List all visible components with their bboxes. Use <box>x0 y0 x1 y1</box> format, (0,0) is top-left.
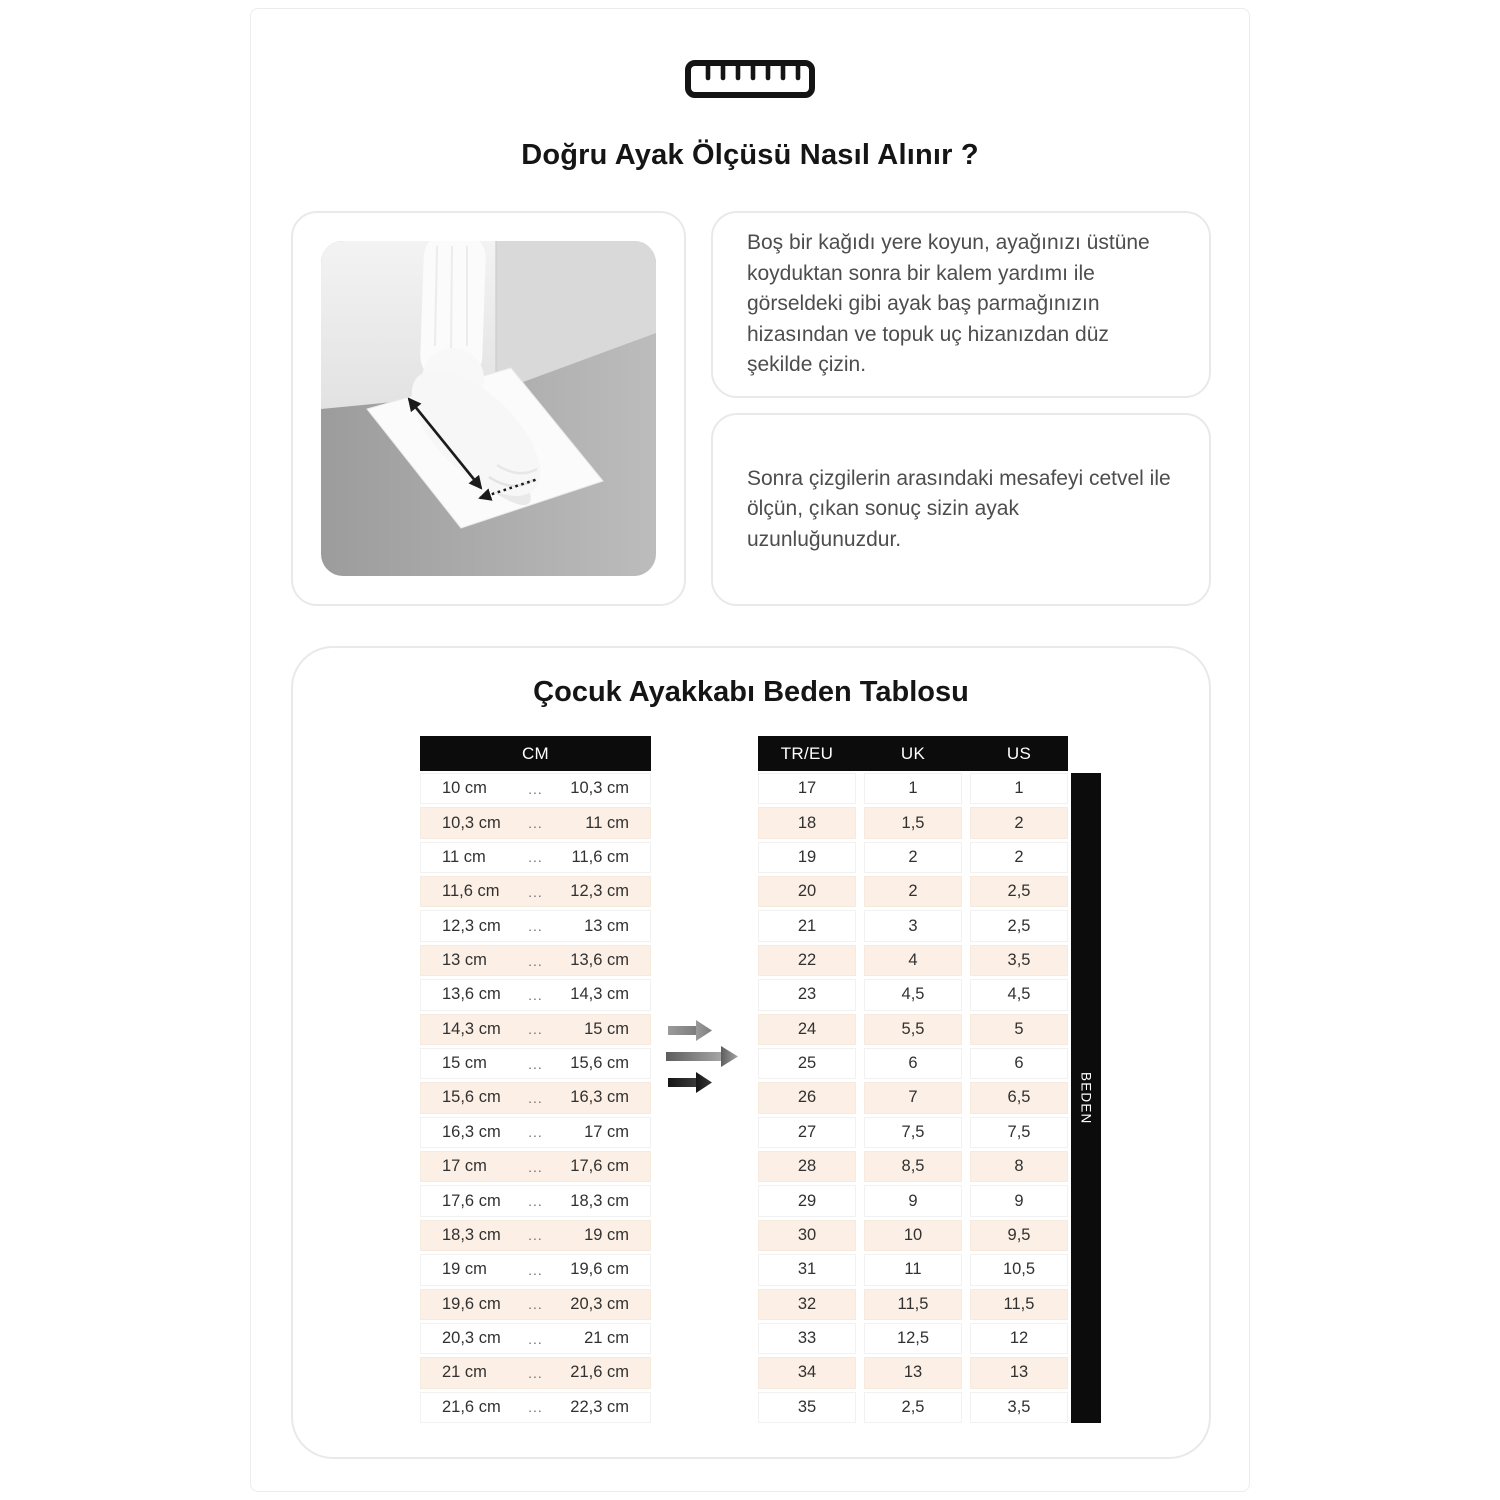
size-table-cell: 28 <box>758 1151 856 1182</box>
size-table-cell: 6,5 <box>970 1082 1068 1113</box>
cm-table-row: 19 cm ... 19,6 cm <box>420 1254 651 1285</box>
size-table-header <box>758 736 1068 771</box>
size-table-cell: 2 <box>864 876 962 907</box>
size-table-cell: 18 <box>758 807 856 838</box>
size-chart-card <box>291 646 1211 1459</box>
size-table-cell: 7 <box>864 1082 962 1113</box>
ruler-icon <box>251 59 1249 99</box>
size-table-cell: 4 <box>864 945 962 976</box>
size-table-cell: 9 <box>864 1185 962 1216</box>
size-table-cell: 11,5 <box>864 1289 962 1320</box>
size-table-cell: 9 <box>970 1185 1068 1216</box>
size-table-cell: 5,5 <box>864 1014 962 1045</box>
size-table-cell: 13 <box>864 1357 962 1388</box>
size-table-cell: 12,5 <box>864 1323 962 1354</box>
cm-table-row: 15,6 cm ... 16,3 cm <box>420 1082 651 1113</box>
size-table-cell: 13 <box>970 1357 1068 1388</box>
size-table-cell: 1,5 <box>864 807 962 838</box>
size-table-cell: 8 <box>970 1151 1068 1182</box>
header-us: US <box>1006 743 1032 763</box>
instruction-step-2: Sonra çizgilerin arasındaki mesafeyi cetvel ile ölçün, çıkan sonuç sizin ayak uzunluğunuzdur. <box>747 466 1171 551</box>
instruction-card-1 <box>711 211 1211 398</box>
size-table-cell: 11 <box>864 1254 962 1285</box>
size-table-cell: 23 <box>758 979 856 1010</box>
size-table-cell: 2 <box>864 842 962 873</box>
size-table-cell: 31 <box>758 1254 856 1285</box>
content-frame <box>250 8 1250 1492</box>
cm-table-row: 11 cm ... 11,6 cm <box>420 842 651 873</box>
size-table-cell: 30 <box>758 1220 856 1251</box>
size-table-cell: 11,5 <box>970 1289 1068 1320</box>
size-table-cell: 10,5 <box>970 1254 1068 1285</box>
size-table-cell: 3 <box>864 910 962 941</box>
instruction-step-1: Boş bir kağıdı yere koyun, ayağınızı üstüne koyduktan sonra bir kalem yardımı ile görseldeki gibi ayak baş parmağınızın hizasından ve topuk uç hizanızdan düz şekilde çizin. <box>747 231 1150 377</box>
cm-table-row: 16,3 cm ... 17 cm <box>420 1117 651 1148</box>
page-title: Doğru Ayak Ölçüsü Nasıl Alınır ? <box>521 139 979 171</box>
size-table-cell: 7,5 <box>864 1117 962 1148</box>
cm-table-row: 18,3 cm ... 19 cm <box>420 1220 651 1251</box>
size-table-cell: 24 <box>758 1014 856 1045</box>
size-table-cell: 19 <box>758 842 856 873</box>
size-chart-title: Çocuk Ayakkabı Beden Tablosu <box>533 676 969 708</box>
size-table-cell: 29 <box>758 1185 856 1216</box>
cm-table-row: 21,6 cm ... 22,3 cm <box>420 1392 651 1423</box>
size-table <box>758 773 1068 1423</box>
instruction-card-2 <box>711 413 1211 606</box>
cm-table-row: 11,6 cm ... 12,3 cm <box>420 876 651 907</box>
size-table-cell: 5 <box>970 1014 1068 1045</box>
size-table-cell: 32 <box>758 1289 856 1320</box>
size-table-cell: 2,5 <box>970 876 1068 907</box>
cm-table-row: 13,6 cm ... 14,3 cm <box>420 979 651 1010</box>
size-table-cell: 12 <box>970 1323 1068 1354</box>
size-table-cell: 8,5 <box>864 1151 962 1182</box>
foot-on-paper-photo <box>321 241 656 576</box>
size-table-cell: 22 <box>758 945 856 976</box>
size-table-cell: 1 <box>970 773 1068 804</box>
size-table-cell: 10 <box>864 1220 962 1251</box>
size-table-cell: 27 <box>758 1117 856 1148</box>
size-table-cell: 2 <box>970 807 1068 838</box>
cm-table-row: 12,3 cm ... 13 cm <box>420 910 651 941</box>
measurement-photo-card <box>291 211 686 606</box>
cm-table-row: 13 cm ... 13,6 cm <box>420 945 651 976</box>
size-table-cell: 2,5 <box>864 1392 962 1423</box>
cm-table-row: 15 cm ... 15,6 cm <box>420 1048 651 1079</box>
cm-table-row: 20,3 cm ... 21 cm <box>420 1323 651 1354</box>
size-table-cell: 4,5 <box>864 979 962 1010</box>
size-table-cell: 21 <box>758 910 856 941</box>
size-table-cell: 7,5 <box>970 1117 1068 1148</box>
size-table-cell: 17 <box>758 773 856 804</box>
size-table-cell: 6 <box>970 1048 1068 1079</box>
size-table-cell: 4,5 <box>970 979 1068 1010</box>
cm-table-row: 21 cm ... 21,6 cm <box>420 1357 651 1388</box>
size-table-cell: 9,5 <box>970 1220 1068 1251</box>
cm-table-header: CM <box>420 736 651 771</box>
size-table-cell: 2 <box>970 842 1068 873</box>
size-table-cell: 33 <box>758 1323 856 1354</box>
cm-table-row: 17 cm ... 17,6 cm <box>420 1151 651 1182</box>
size-table-cell: 34 <box>758 1357 856 1388</box>
size-table-cell: 2,5 <box>970 910 1068 941</box>
cm-table <box>420 773 651 1423</box>
size-table-cell: 6 <box>864 1048 962 1079</box>
cm-table-row: 19,6 cm ... 20,3 cm <box>420 1289 651 1320</box>
cm-table-row: 14,3 cm ... 15 cm <box>420 1014 651 1045</box>
size-table-cell: 25 <box>758 1048 856 1079</box>
size-table-cell: 1 <box>864 773 962 804</box>
size-table-cell: 26 <box>758 1082 856 1113</box>
cm-table-row: 10,3 cm ... 11 cm <box>420 807 651 838</box>
header-tr-eu: TR/EU <box>780 743 834 763</box>
transfer-arrows-icon <box>665 1011 751 1097</box>
size-table-cell: 35 <box>758 1392 856 1423</box>
cm-table-row: 17,6 cm ... 18,3 cm <box>420 1185 651 1216</box>
size-table-cell: 20 <box>758 876 856 907</box>
beden-side-label: BEDEN <box>1071 773 1101 1423</box>
size-table-cell: 3,5 <box>970 1392 1068 1423</box>
cm-table-row: 10 cm ... 10,3 cm <box>420 773 651 804</box>
header-uk: UK <box>900 743 926 763</box>
size-table-cell: 3,5 <box>970 945 1068 976</box>
